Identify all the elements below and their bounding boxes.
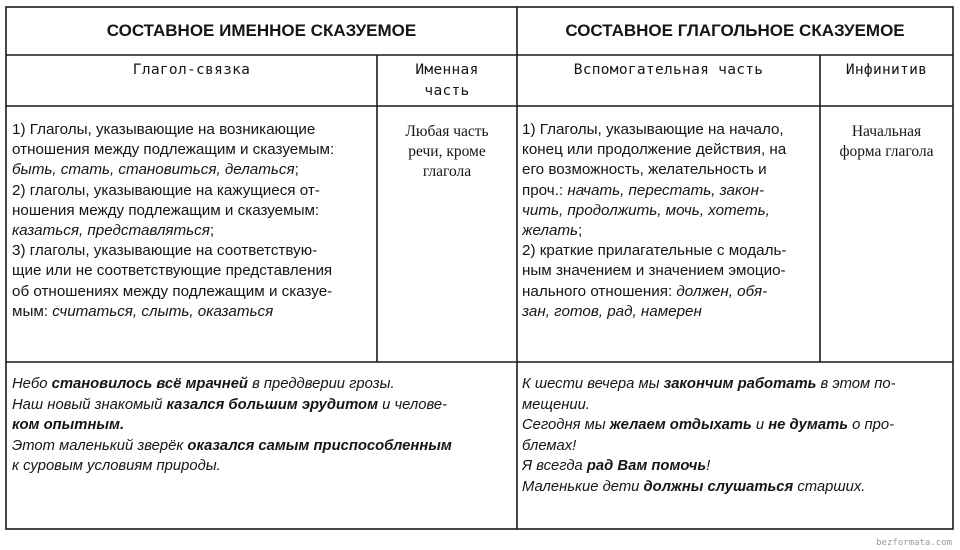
examples-nominal-predicate xyxy=(12,374,514,477)
example-predicate: становилось всё мрачней xyxy=(51,376,248,392)
example-text: в этом по- xyxy=(816,376,896,392)
copula-line: щие или не соответствующие представления xyxy=(12,262,333,280)
auxiliary-line: 1) Глаголы, указывающие на начало, xyxy=(522,121,784,138)
example-line xyxy=(12,374,514,395)
examples-verbal-predicate xyxy=(522,374,950,498)
copula-text: мым: xyxy=(12,302,53,320)
example-predicate: не думать xyxy=(768,417,849,434)
copula-line: 2) глаголы, указывающие на кажущиеся от- xyxy=(12,181,320,199)
auxiliary-line xyxy=(522,282,818,302)
nominal-line: речи, кроме xyxy=(408,143,486,160)
auxiliary-description xyxy=(522,120,818,322)
infinitive-line: Начальная xyxy=(851,123,922,140)
example-text: в преддверии грозы. xyxy=(247,376,395,392)
subheader-nominal-line2: часть xyxy=(424,83,470,99)
nominal-description xyxy=(377,122,517,182)
example-text: о про- xyxy=(848,417,894,434)
example-text: к суровым условиям природы. xyxy=(12,458,221,475)
example-predicate: оказался самым приспособленным xyxy=(187,437,452,454)
copula-line: отношения между подлежащим и сказуемым: xyxy=(12,141,335,159)
example-text: мещении. xyxy=(522,396,590,413)
copula-punct: ; xyxy=(294,161,299,179)
auxiliary-line: его возможность, желательность и xyxy=(522,161,767,179)
example-text: Я всегда xyxy=(522,458,587,475)
example-line xyxy=(522,415,950,436)
auxiliary-text: проч.: xyxy=(522,181,568,199)
watermark: bezformata.com xyxy=(876,538,952,548)
example-line xyxy=(12,415,514,436)
example-line xyxy=(522,395,950,416)
copula-examples-3: считаться, слыть, оказаться xyxy=(52,302,274,320)
example-line xyxy=(12,436,514,457)
auxiliary-line: 2) краткие прилагательные с модаль- xyxy=(522,242,787,260)
copula-line: 1) Глаголы, указывающие на возникающие xyxy=(12,121,316,138)
copula-line: 3) глаголы, указывающие на соответствую- xyxy=(12,242,318,260)
example-text: и челове- xyxy=(378,396,448,413)
copula-punct: ; xyxy=(209,222,215,240)
copula-description xyxy=(12,120,374,322)
copula-examples-2: казаться, представляться xyxy=(12,222,210,240)
example-predicate: ком опытным. xyxy=(12,417,125,434)
example-text: Маленькие дети xyxy=(522,478,644,495)
auxiliary-examples: должен, обя- xyxy=(676,282,768,300)
auxiliary-line: ным значением и значением эмоцио- xyxy=(522,262,786,280)
example-text: ! xyxy=(706,458,711,475)
subheader-nominal-line1: Именная xyxy=(415,62,479,78)
auxiliary-punct: ; xyxy=(578,222,583,240)
example-line xyxy=(522,436,950,457)
example-predicate: казался большим эрудитом xyxy=(166,396,379,413)
subheader-copula: Глагол-связка xyxy=(132,62,251,78)
header-left-title: СОСТАВНОЕ ИМЕННОЕ СКАЗУЕМОЕ xyxy=(106,21,417,40)
example-line xyxy=(12,456,514,477)
copula-line xyxy=(12,302,374,322)
example-text: Небо xyxy=(12,376,52,392)
example-line xyxy=(522,477,950,498)
auxiliary-examples: желать xyxy=(522,222,579,240)
example-text: старших. xyxy=(793,478,866,495)
infinitive-description xyxy=(820,122,953,162)
auxiliary-examples: зан, готов, рад, намерен xyxy=(522,302,702,320)
subheader-auxiliary: Вспомогательная часть xyxy=(573,62,764,78)
auxiliary-examples: чить, продолжить, мочь, хотеть, xyxy=(522,201,770,219)
auxiliary-line xyxy=(522,302,818,322)
subheader-nominal xyxy=(377,60,517,102)
copula-line: ношения между подлежащим и сказуемым: xyxy=(12,201,320,219)
nominal-line: Любая часть xyxy=(405,123,489,140)
example-text: Этот маленький зверёк xyxy=(12,437,188,454)
auxiliary-line xyxy=(522,201,818,221)
example-text: Сегодня мы xyxy=(522,417,610,434)
example-text: блемах! xyxy=(522,437,577,454)
copula-line: об отношениях между подлежащим и сказуе- xyxy=(12,282,333,300)
auxiliary-line xyxy=(522,221,818,241)
infinitive-line: форма глагола xyxy=(839,143,934,160)
auxiliary-line: конец или продолжение действия, на xyxy=(522,141,787,159)
subheader-infinitive: Инфинитив xyxy=(845,62,928,78)
copula-line xyxy=(12,160,374,180)
nominal-line: глагола xyxy=(422,163,472,180)
example-predicate: закончим работать xyxy=(663,376,817,392)
example-predicate: желаем отдыхать xyxy=(609,417,752,434)
copula-line xyxy=(12,221,374,241)
example-text: К шести вечера мы xyxy=(522,376,664,392)
auxiliary-text: нального отношения: xyxy=(522,282,677,300)
example-line xyxy=(12,395,514,416)
example-line xyxy=(522,374,950,395)
header-right-title: СОСТАВНОЕ ГЛАГОЛЬНОЕ СКАЗУЕМОЕ xyxy=(565,21,905,40)
example-text: Наш новый знакомый xyxy=(12,396,167,413)
auxiliary-examples: начать, перестать, закон- xyxy=(567,181,765,199)
example-predicate: должны слушаться xyxy=(643,478,794,495)
example-predicate: рад Вам помочь xyxy=(586,458,707,475)
copula-examples-1: быть, стать, становиться, делаться xyxy=(12,161,295,179)
example-text: и xyxy=(751,417,769,434)
auxiliary-line xyxy=(522,181,818,201)
example-line xyxy=(522,456,950,477)
